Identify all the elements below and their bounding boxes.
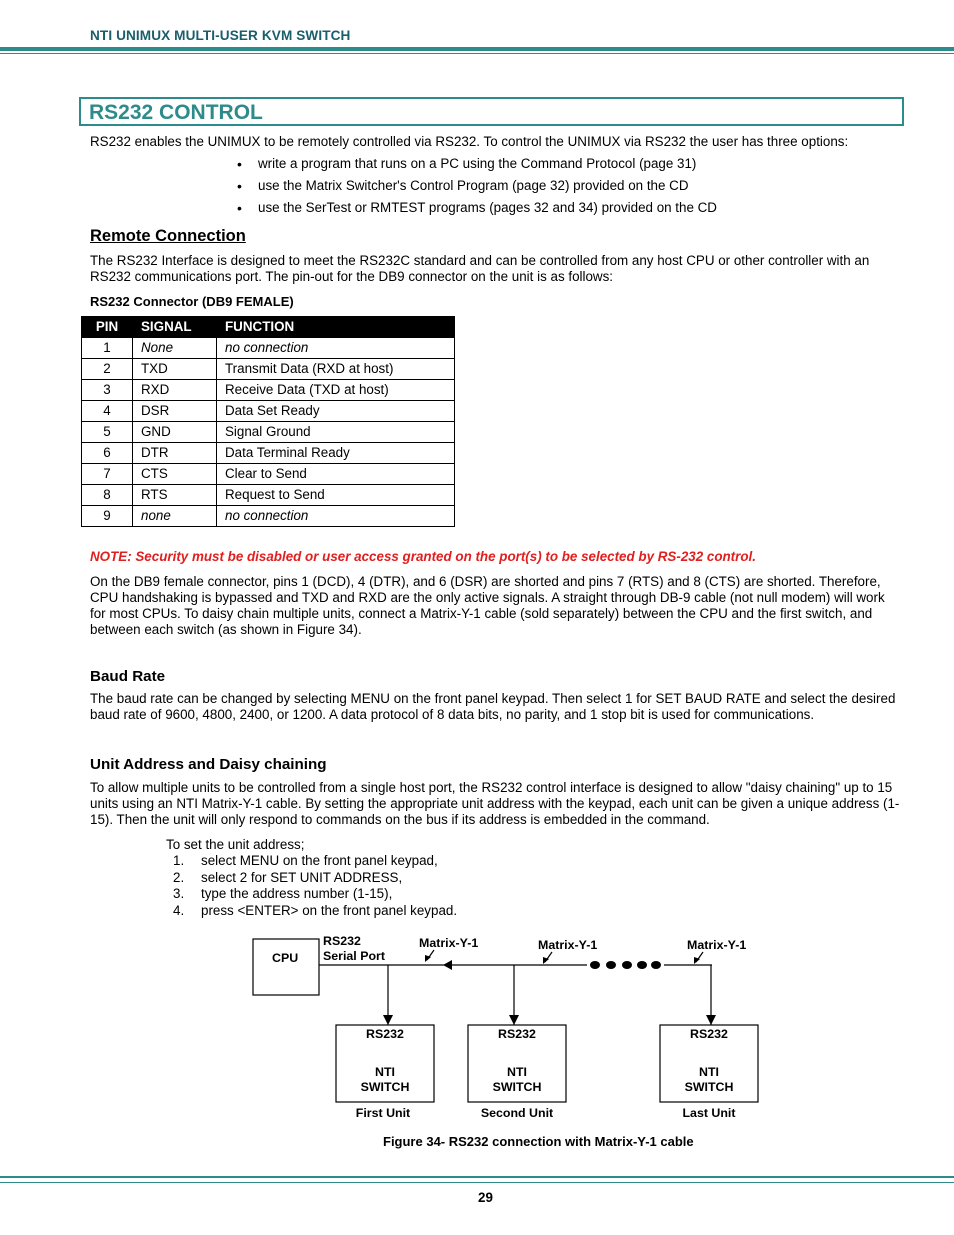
signal-cell: none — [133, 506, 217, 527]
list-item: • use the SerTest or RMTEST programs (pages 32 and 34) provided on the CD — [236, 200, 717, 222]
function-cell: Transmit Data (RXD at host) — [217, 359, 455, 380]
step-number: 2. — [173, 869, 185, 885]
signal-cell: RXD — [133, 380, 217, 401]
step-text: type the address number (1-15), — [201, 886, 393, 901]
step-text: select MENU on the front panel keypad, — [201, 853, 438, 868]
pin-cell: 9 — [82, 506, 133, 527]
list-item: • write a program that runs on a PC using the Command Protocol (page 31) — [236, 156, 717, 178]
unit-label-first: First Unit — [355, 1106, 411, 1120]
arrow-down-icon — [383, 1015, 393, 1025]
remote-connection-heading: Remote Connection — [90, 227, 246, 245]
db9-paragraph: On the DB9 female connector, pins 1 (DCD), 4 (DTR), and 6 (DSR) are shorted and pins 7 (RTS) and 8 (CTS) are shorted. Therefore, CPU handshaking is bypassed and TXD and RXD are the only active signals. A straight through DB-9 cable (not null modem) will work for most CPUs. To daisy chain multiple units, connect a Matrix-Y-1 cable (sold separately) between the CPU and the first switch, and between each switch (as shown in Figure 34). — [90, 574, 885, 637]
baud-rate-text: The baud rate can be changed by selecting MENU on the front panel keypad. Then select 1 for SET BAUD RATE and select the desired baud rate of 9600, 4800, 2400, or 1200. A data protocol of 8 data bits, no parity, and 1 stop bit is used for communications. — [90, 691, 896, 722]
intro-paragraph: RS232 enables the UNIMUX to be remotely controlled via RS232. To control the UNIMUX via RS232 the user has three options: — [90, 134, 849, 149]
cable-label-3: Matrix-Y-1 — [687, 938, 747, 952]
running-header: NTI UNIMUX MULTI-USER KVM SWITCH — [90, 28, 351, 43]
footer-rule-thin — [0, 1182, 954, 1183]
pin-cell: 5 — [82, 422, 133, 443]
signal-cell: RTS — [133, 485, 217, 506]
cpu-label: CPU — [272, 951, 299, 965]
switch-port-label: RS232 — [690, 1027, 728, 1041]
unit-address-text: To allow multiple units to be controlled from a single host port, the RS232 control interface is designed to allow "daisy chaining" up to 15 units using an NTI Matrix-Y-1 cable. By setting the appropriate unit address with the keypad, each unit can be given a unique address (1-15). Then the unit will only respond to commands on the bus if its address is embedded in the command. — [90, 780, 900, 827]
security-note: NOTE: Security must be disabled or user access granted on the port(s) to be selected by RS-232 control. — [90, 549, 756, 564]
arrow-down-icon — [706, 1015, 716, 1025]
function-cell: Data Terminal Ready — [217, 443, 455, 464]
signal-cell: TXD — [133, 359, 217, 380]
switch-port-label: RS232 — [498, 1027, 536, 1041]
function-cell: no connection — [217, 506, 455, 527]
step-text: press <ENTER> on the front panel keypad. — [201, 902, 458, 918]
steps-intro: To set the unit address; — [166, 837, 305, 852]
unit-label-second: Second Unit — [480, 1106, 554, 1120]
ellipsis-dots — [590, 961, 661, 969]
cable-label-2: Matrix-Y-1 — [538, 938, 598, 952]
switch-box-first — [336, 1025, 434, 1102]
signal-cell: DSR — [133, 401, 217, 422]
step-number: 1. — [173, 853, 185, 868]
function-cell: Clear to Send — [217, 464, 455, 485]
switch-box-last — [660, 1025, 758, 1102]
remote-connection-text: The RS232 Interface is designed to meet the RS232C standard and can be controlled from any host CPU or other controller with an RS232 communications port. The pin-out for the DB9 connector on the unit is as follows: — [90, 253, 870, 284]
pin-cell: 3 — [82, 380, 133, 401]
function-cell: Request to Send — [217, 485, 455, 506]
switch-label: SWITCH — [492, 1080, 542, 1094]
unit-label-last: Last Unit — [682, 1106, 736, 1120]
switch-port-label: RS232 — [366, 1027, 404, 1041]
pin-cell: 7 — [82, 464, 133, 485]
column-header-signal: SIGNAL — [133, 317, 217, 338]
cpu-box — [253, 939, 319, 995]
signal-cell: DTR — [133, 443, 217, 464]
pin-cell: 6 — [82, 443, 133, 464]
function-cell: Signal Ground — [217, 422, 455, 443]
pin-cell: 1 — [82, 338, 133, 359]
signal-cell: None — [133, 338, 217, 359]
signal-cell: CTS — [133, 464, 217, 485]
serial-port-label: Serial Port — [323, 949, 385, 963]
switch-label: SWITCH — [684, 1080, 734, 1094]
function-cell: no connection — [217, 338, 455, 359]
step-text: select 2 for SET UNIT ADDRESS, — [201, 869, 403, 885]
step-number: 4. — [173, 902, 185, 918]
unit-address-heading: Unit Address and Daisy chaining — [90, 756, 327, 773]
table-caption: RS232 Connector (DB9 FEMALE) — [90, 294, 294, 309]
switch-label: NTI — [699, 1065, 719, 1079]
rs232-port-label: RS232 — [323, 934, 361, 948]
page-number: 29 — [478, 1190, 493, 1205]
footer-rule — [0, 1176, 954, 1178]
signal-cell: GND — [133, 422, 217, 443]
section-title: RS232 CONTROL — [89, 101, 263, 124]
list-item: • use the Matrix Switcher's Control Program (page 32) provided on the CD — [236, 178, 717, 200]
column-header-pin: PIN — [82, 317, 133, 338]
switch-label: NTI — [375, 1065, 395, 1079]
step-number: 3. — [173, 886, 185, 901]
function-cell: Data Set Ready — [217, 401, 455, 422]
pin-cell: 4 — [82, 401, 133, 422]
pin-cell: 2 — [82, 359, 133, 380]
figure-caption: Figure 34- RS232 connection with Matrix-Y-1 cable — [383, 1134, 694, 1149]
pin-cell: 8 — [82, 485, 133, 506]
cable-label-1: Matrix-Y-1 — [419, 936, 479, 950]
function-cell: Receive Data (TXD at host) — [217, 380, 455, 401]
switch-label: SWITCH — [360, 1080, 410, 1094]
arrow-down-icon — [509, 1015, 519, 1025]
switch-label: NTI — [507, 1065, 527, 1079]
switch-box-second — [468, 1025, 566, 1102]
column-header-function: FUNCTION — [217, 317, 455, 338]
baud-rate-heading: Baud Rate — [90, 668, 166, 685]
arrow-right-icon — [443, 960, 452, 970]
